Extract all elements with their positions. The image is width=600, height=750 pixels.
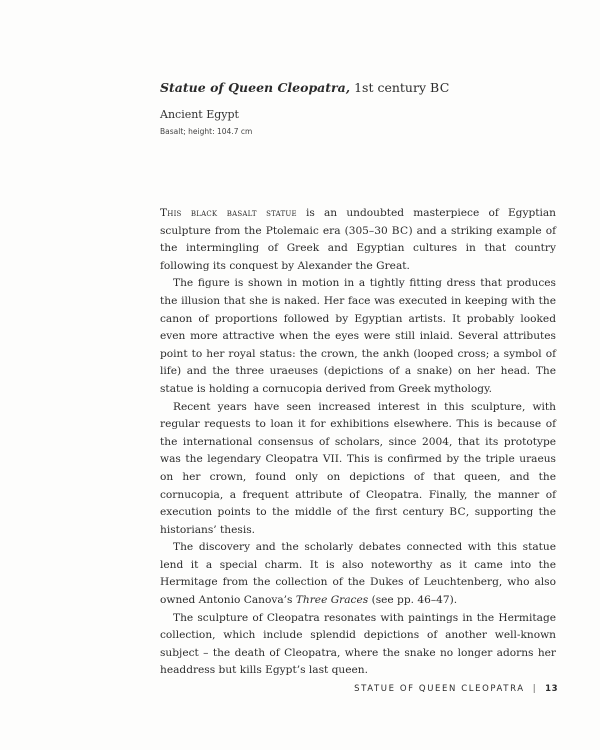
paragraph-1-text-b: ) and a striking example of the intermingling of Greek and Egyptian cultures in that country following its conquest by Alexander the Great. [160, 224, 557, 272]
paragraph-2: The figure is shown in motion in a tightly fitting dress that produces the illusion that she is naked. Her face was executed in keeping with the canon of proportions followed by Egyptian artists. It probably looked even more attractive when the eyes were still inlaid. Several attributes point to her royal status: the crown, the ankh (looped cross; a symbol of life) and the three uraeuses (depictions of a snake) on her head. The statue is holding a cornucopia derived from Greek mythology. [160, 277, 556, 395]
paragraph-3 [160, 399, 556, 540]
paragraph-1-text-a: is an undoubted masterpiece of Egyptian sculpture from the Ptolemaic era (305–30 [160, 207, 557, 237]
paragraph-3-text-b: , supporting the historians’ thesis. [160, 506, 556, 536]
era-abbrev: BC [391, 224, 409, 237]
paragraph-1 [160, 205, 556, 275]
article-body [160, 205, 556, 680]
artwork-century: 1st century [354, 80, 427, 95]
artwork-era: BC [430, 80, 450, 95]
paragraph-3-text-a: Recent years have seen increased interest in this sculpture, with regular requests to loan it for exhibitions elsewhere. This is because of the international consensus of scholars, since 2004, that its prototype was the legendary Cleopatra VII. This is confirmed by the triple uraeus on her crown, found only on depictions of that queen, and the cornucopia, a frequent attribute of Cleopatra. Finally, the manner of execution points to the middle of the first century [160, 400, 556, 519]
page-footer [354, 684, 558, 694]
running-title: STATUE OF QUEEN CLEOPATRA [354, 684, 525, 694]
paragraph-4-text-a: The discovery and the scholarly debates connected with this statue lend it a special charm. It is also noteworthy as it came into the Hermitage from the collection of the Dukes of Leuchtenberg, who also owned Antonio Canova’s [160, 541, 556, 607]
artwork-specs: Basalt; height: 104.7 cm [160, 127, 253, 136]
artwork-reference-title: Three Graces [295, 594, 369, 607]
artwork-title [160, 80, 560, 96]
paragraph-5: The sculpture of Cleopatra resonates with paintings in the Hermitage collection, which include splendid depictions of another well-known subject – the death of Cleopatra, where the snake no longer adorns her headdress but kills Egypt’s last queen. [160, 611, 556, 677]
paragraph-4-text-b: (see pp. 46–47). [368, 594, 458, 607]
era-abbrev: BC [449, 506, 466, 519]
artwork-title-italic: Statue of Queen Cleopatra, [160, 80, 351, 95]
artwork-origin: Ancient Egypt [160, 108, 239, 121]
paragraph-lead: This black basalt statue [160, 207, 297, 219]
footer-separator: | [532, 684, 538, 694]
paragraph-4 [160, 539, 556, 609]
artwork-caption [160, 80, 560, 137]
page-number: 13 [545, 684, 558, 694]
